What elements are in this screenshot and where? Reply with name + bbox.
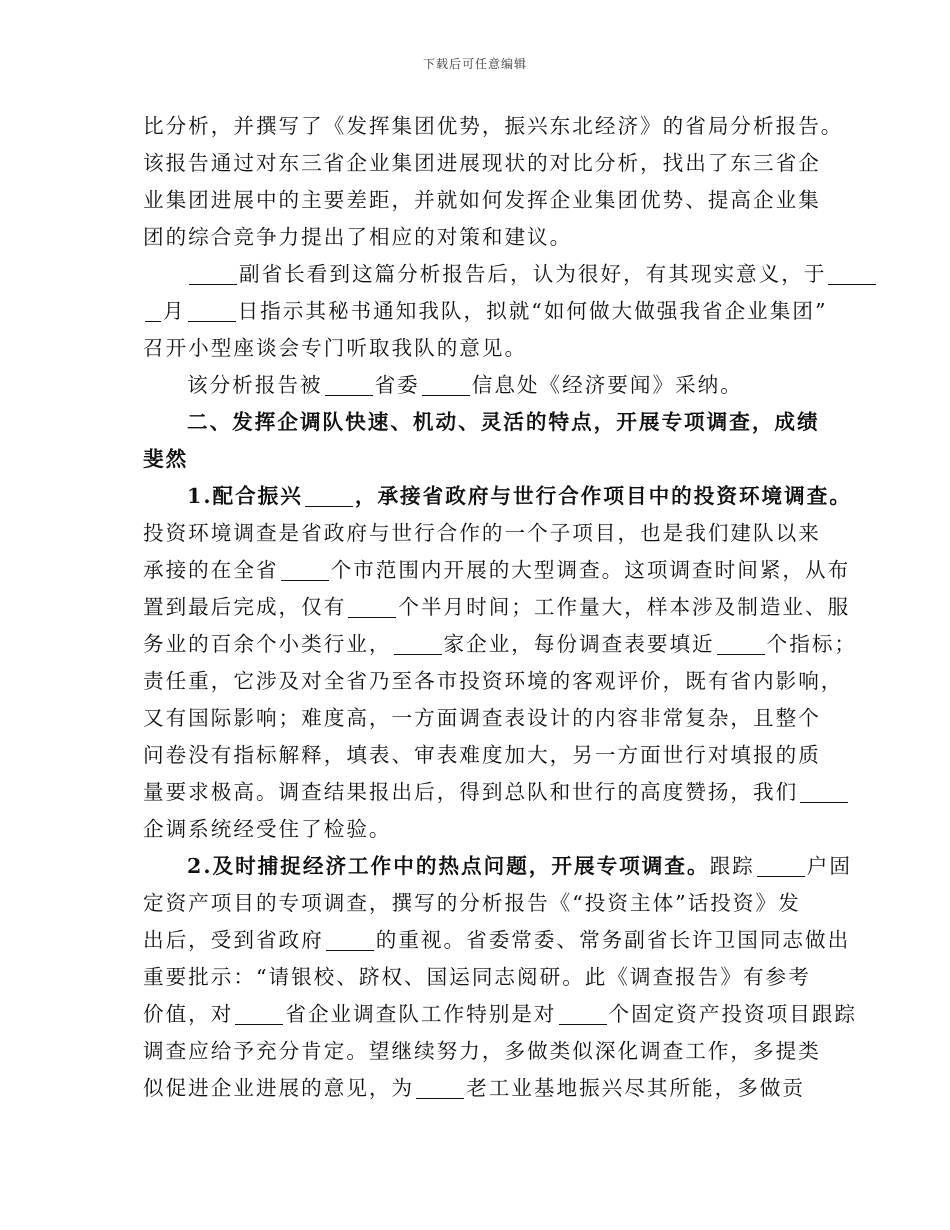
text-line-content: 1.配合振兴 ，承接省政府与世行合作项目中的投资环境调查。	[187, 484, 852, 508]
text-line-content: 又有国际影响；难度高，一方面调查表设计的内容非常复杂，且整个	[143, 706, 821, 730]
fill-in-blank	[717, 636, 765, 655]
text-line-tail: 跟踪 户固	[709, 854, 852, 878]
document-body	[143, 110, 858, 1109]
text-line	[143, 554, 851, 591]
text-line-content: 量要求极高。调查结果报出后，得到总队和世行的高度赞扬，我们	[143, 780, 850, 804]
text-line-content: 价值，对 省企业调查队工作特别是对 个固定资产投资项目跟踪	[143, 1002, 858, 1026]
text-line	[143, 739, 823, 776]
text-line-content: 二、发挥企调队快速、机动、灵活的特点，开展专项调查，成绩	[187, 410, 820, 434]
text-line-content: 责任重，它涉及对全省乃至各市投资环境的客观评价，既有省内影响，	[143, 669, 844, 693]
fill-in-blank	[145, 303, 161, 322]
fill-in-blank	[394, 636, 442, 655]
text-line	[143, 591, 851, 628]
text-line	[143, 517, 823, 554]
text-line-content: 似促进企业进展的意见，为 老工业基地振兴尽其所能，多做贡	[143, 1076, 806, 1100]
fill-in-blank	[325, 377, 373, 396]
fill-in-blank	[189, 266, 237, 285]
fill-in-blank	[757, 858, 805, 877]
text-line-content: 定资产项目的专项调查，撰写的分析报告《“投资主体”话投资》发	[143, 891, 801, 915]
text-line	[143, 295, 828, 332]
text-line-content: 该分析报告被 省委 信息处《经济要闻》采纳。	[187, 373, 743, 397]
text-line	[143, 1072, 823, 1109]
text-line	[143, 406, 823, 443]
fill-in-blank	[422, 377, 470, 396]
text-line-content: 置到最后完成，仅有 个半月时间；工作量大，样本涉及制造业、服	[143, 595, 851, 619]
text-line	[143, 924, 851, 961]
text-line-content: 投资环境调查是省政府与世行合作的一个子项目，也是我们建队以来	[143, 521, 821, 545]
text-line-content: 比分析，并撰写了《发挥集团优势，振兴东北经济》的省局分析报告。	[143, 114, 844, 138]
text-line	[143, 147, 823, 184]
text-line-content: 业集团进展中的主要差距，并就如何发挥企业集团优势、提高企业集	[143, 188, 821, 212]
text-line	[143, 184, 823, 221]
text-line	[143, 998, 858, 1035]
text-line-content: 出后，受到省政府 的重视。省委常委、常务副省长许卫国同志做出	[143, 928, 851, 952]
text-line-content: 问卷没有指标解释，填表、审表难度加大，另一方面世行对填报的质	[143, 743, 821, 767]
text-line-content: 调查应给予充分肯定。望继续努力，多做类似深化调查工作，多提类	[143, 1039, 821, 1063]
text-line	[143, 665, 844, 702]
text-line	[143, 887, 823, 924]
text-line-content: 承接的在全省 个市范围内开展的大型调查。这项调查时间紧，从布	[143, 558, 851, 582]
fill-in-blank	[828, 266, 876, 285]
text-line-content: 斐然	[143, 447, 189, 471]
text-line-content: 务业的百余个小类行业， 家企业，每份调查表要填近 个指标；	[143, 632, 858, 656]
text-line-content: 月 日指示其秘书通知我队，拟就“如何做大做强我省企业集团”	[143, 299, 828, 323]
text-line	[143, 369, 823, 406]
fill-in-blank	[235, 1006, 283, 1025]
fill-in-blank	[305, 488, 353, 507]
fill-in-blank	[559, 1006, 607, 1025]
page-header-note: 下载后可任意编辑	[422, 57, 527, 71]
text-line	[143, 813, 823, 850]
text-line	[143, 480, 852, 517]
text-line-content: 2.及时捕捉经济工作中的热点问题，开展专项调查。	[187, 854, 710, 878]
text-line	[143, 628, 858, 665]
text-line	[143, 443, 823, 480]
text-line	[143, 776, 823, 813]
fill-in-blank	[348, 599, 396, 618]
text-line	[143, 221, 823, 258]
fill-in-blank	[281, 562, 329, 581]
fill-in-blank	[188, 303, 236, 322]
text-line	[143, 1035, 823, 1072]
text-line	[143, 702, 823, 739]
fill-in-blank	[326, 932, 374, 951]
text-line	[143, 332, 823, 369]
text-line-content: 重要批示：“请银校、跻权、国运同志阅研。此《调查报告》有参考	[143, 965, 811, 989]
text-line	[143, 961, 823, 998]
text-line	[143, 110, 844, 147]
text-line-content: 副省长看到这篇分析报告后，认为很好，有其现实意义，于	[187, 262, 878, 286]
fill-in-blank	[800, 784, 848, 803]
text-line-content: 召开小型座谈会专门听取我队的意见。	[143, 336, 528, 360]
fill-in-blank	[416, 1080, 464, 1099]
text-line-content: 企调系统经受住了检验。	[143, 817, 392, 841]
text-line	[143, 850, 852, 887]
text-line-content: 该报告通过对东三省企业集团进展现状的对比分析，找出了东三省企	[143, 151, 821, 175]
text-line	[143, 258, 827, 295]
text-line-content: 团的综合竞争力提出了相应的对策和建议。	[143, 225, 573, 249]
